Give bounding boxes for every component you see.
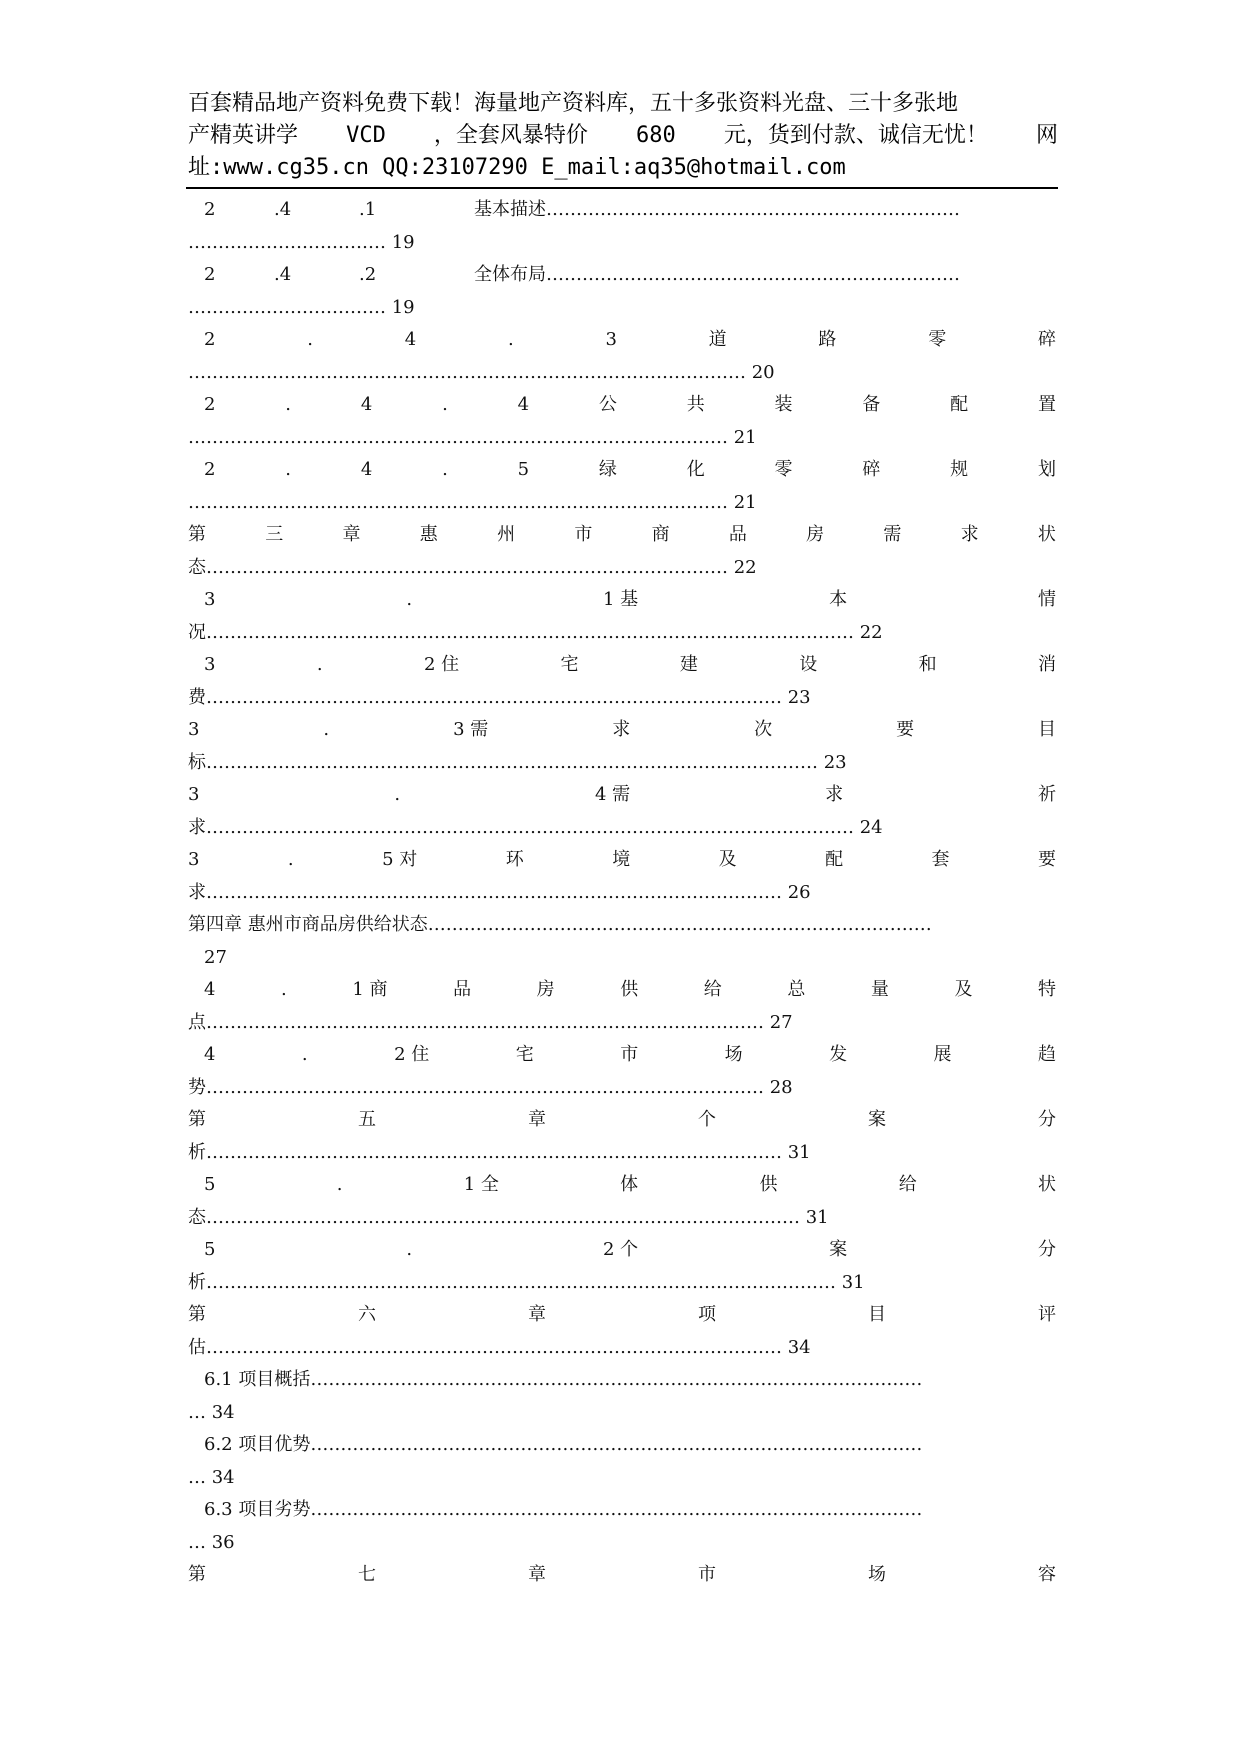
toc-entry-label: 第 三 章 惠 州 市 商 品 房 需 求 状 xyxy=(188,524,1056,545)
toc-entry-page-line xyxy=(188,487,1056,520)
toc-page-number: 34 xyxy=(211,1466,235,1488)
toc-page-number: 22 xyxy=(733,556,757,578)
toc-leader: …………………………………………………………………………………………… xyxy=(206,1271,836,1293)
toc-page-number: 23 xyxy=(823,751,847,773)
toc-entry-page-line: 况……………………………………………………………………………………………… 22 xyxy=(188,621,883,643)
toc-entry-label: 第 六 章 项 目 评 xyxy=(188,1304,1056,1325)
header-word: VCD xyxy=(346,123,386,148)
toc-entry-page-line: 态…………………………………………………………………………… 22 xyxy=(188,556,757,578)
toc-entry-label: 3 . 4 需 求 祈 xyxy=(188,784,1056,805)
toc-page-number: 26 xyxy=(787,881,811,903)
header-divider xyxy=(186,187,1058,189)
toc-leader: …………………………………………………………………………………… xyxy=(206,686,782,708)
toc-entry-page-line xyxy=(188,1462,1056,1495)
toc-entry-page-line: 点………………………………………………………………………………… 27 xyxy=(188,1011,793,1033)
toc-leader: ………………………………………………………………………… xyxy=(427,914,932,935)
toc-entry-label xyxy=(188,1494,1056,1527)
toc-leader: ……………………………………………………………………………… xyxy=(188,491,728,513)
toc-title: 全体布局 xyxy=(474,264,546,285)
header-word: 产精英讲学 xyxy=(188,123,299,148)
toc-page-number: 34 xyxy=(211,1401,235,1423)
header-word: ，全套风暴特价 xyxy=(433,123,588,148)
toc-leader: ………………………………………………………………………………… xyxy=(206,1011,764,1033)
toc-leader: ……………………………………………………………………………………… xyxy=(206,1206,800,1228)
table-of-contents xyxy=(188,194,1056,1592)
toc-leader: … xyxy=(188,1466,206,1488)
toc-entry-label: 4 . 2 住 宅 市 场 发 展 趋 xyxy=(204,1044,1056,1065)
toc-leader: … xyxy=(188,1401,206,1423)
toc-entry-label: 3 . 2 住 宅 建 设 和 消 xyxy=(204,654,1056,675)
toc-page-number: 31 xyxy=(805,1206,829,1228)
header-word: 网 xyxy=(1035,123,1058,148)
toc-entry-label: 2 . 4 . 5 绿 化 零 碎 规 划 xyxy=(204,459,1056,480)
toc-page-number: 24 xyxy=(859,816,883,838)
toc-title: 第四章 惠州市商品房供给状态 xyxy=(188,914,428,935)
toc-leader: ………………………………………………………………………………… xyxy=(206,1076,764,1098)
toc-leader: ………………………………………………………………………………………… xyxy=(206,751,818,773)
toc-leader: …………………………………………………………………………… xyxy=(206,556,728,578)
toc-entry-label: 3 . 5 对 环 境 及 配 套 要 xyxy=(188,849,1056,870)
toc-entry-page-line: 标………………………………………………………………………………………… 23 xyxy=(188,751,847,773)
toc-leader: …………………………………………………………………………………… xyxy=(206,881,782,903)
toc-leader: …………………………… xyxy=(188,231,386,253)
toc-entry-page-line xyxy=(188,1527,1056,1560)
toc-page-number: 19 xyxy=(391,296,415,318)
toc-leader: …………………………………………………………… xyxy=(546,264,960,285)
toc-entry-label: 3 . 3 需 求 次 要 目 xyxy=(188,719,1056,740)
toc-entry-page-line: 析…………………………………………………………………………………… 31 xyxy=(188,1141,811,1163)
toc-entry-page-line: 势………………………………………………………………………………… 28 xyxy=(188,1076,793,1098)
toc-page-number: 23 xyxy=(787,686,811,708)
toc-entry-label: 4 . 1 商 品 房 供 给 总 量 及 特 xyxy=(204,979,1056,1000)
toc-leader: ……………………………………………………………………………………………… xyxy=(206,816,854,838)
toc-leader: ………………………………………………………………………………………… xyxy=(310,1369,923,1390)
toc-leader: ……………………………………………………………………………… xyxy=(188,426,728,448)
toc-page-number: 21 xyxy=(733,426,757,448)
toc-leader: …………………………………………………………………………………… xyxy=(206,1336,782,1358)
toc-page-number: 27 xyxy=(204,946,227,968)
toc-entry-label xyxy=(188,1429,1056,1462)
toc-leader: … xyxy=(188,1531,206,1553)
header-word: 680 xyxy=(636,123,676,148)
toc-page-number: 31 xyxy=(787,1141,811,1163)
toc-entry-label: 3 . 1 基 本 情 xyxy=(204,589,1056,610)
toc-entry-label: 2 . 4 . 3 道 路 零 碎 xyxy=(204,329,1056,350)
toc-title: 6.2 项目优势 xyxy=(204,1434,311,1455)
toc-page-number: 19 xyxy=(391,231,415,253)
toc-entry-page-line: 求…………………………………………………………………………………… 26 xyxy=(188,881,811,903)
toc-page-number: 34 xyxy=(787,1336,811,1358)
toc-entry-page-line xyxy=(188,942,1056,975)
toc-title: 6.3 项目劣势 xyxy=(204,1499,311,1520)
toc-page-number: 20 xyxy=(751,361,775,383)
toc-title: 基本描述 xyxy=(474,199,546,220)
toc-entry-label xyxy=(188,1364,1056,1397)
toc-entry-page-line xyxy=(188,422,1056,455)
toc-page-number: 21 xyxy=(733,491,757,513)
toc-entry-page-line: 费…………………………………………………………………………………… 23 xyxy=(188,686,811,708)
toc-page-number: 28 xyxy=(769,1076,793,1098)
toc-leader: …………………………… xyxy=(188,296,386,318)
toc-leader: …………………………………………………………… xyxy=(546,199,960,220)
toc-entry-label: 5 . 1 全 体 供 给 状 xyxy=(204,1174,1056,1195)
page-header xyxy=(188,88,1058,184)
toc-leader: ………………………………………………………………………………………… xyxy=(310,1434,923,1455)
toc-page-number: 27 xyxy=(769,1011,793,1033)
header-line-2 xyxy=(188,120,1058,152)
toc-entry-label: 2 .4 .1 基本描述…………………………………………………………… xyxy=(204,199,960,220)
toc-entry-page-line xyxy=(188,227,1056,260)
toc-title: 6.1 项目概括 xyxy=(204,1369,311,1390)
toc-entry-label: 2 .4 .2 全体布局…………………………………………………………… xyxy=(204,264,960,285)
toc-page-number: 22 xyxy=(859,621,883,643)
toc-entry-page-line: 态……………………………………………………………………………………… 31 xyxy=(188,1206,829,1228)
toc-entry-page-line xyxy=(188,292,1056,325)
toc-entry-label: 2 . 4 . 4 公 共 装 备 配 置 xyxy=(204,394,1056,415)
toc-entry-page-line xyxy=(188,1397,1056,1430)
toc-leader: ………………………………………………………………………………………… xyxy=(310,1499,923,1520)
toc-entry-page-line xyxy=(188,357,1056,390)
toc-page-number: 36 xyxy=(211,1531,235,1553)
toc-entry-label: 5 . 2 个 案 分 xyxy=(204,1239,1056,1260)
toc-entry-label: 第 七 章 市 场 容 xyxy=(188,1564,1056,1585)
toc-entry-page-line: 析…………………………………………………………………………………………… 31 xyxy=(188,1271,865,1293)
toc-entry-page-line: 求……………………………………………………………………………………………… 24 xyxy=(188,816,883,838)
toc-page-number: 31 xyxy=(841,1271,865,1293)
header-line-1: 百套精品地产资料免费下载！海量地产资料库，五十多张资料光盘、三十多张地 xyxy=(188,91,959,116)
header-line-3: 址:www.cg35.cn QQ:23107290 E_mail:aq35@hotmail.com xyxy=(188,155,846,180)
toc-entry-label: 第 五 章 个 案 分 xyxy=(188,1109,1056,1130)
toc-entry-page-line: 估…………………………………………………………………………………… 34 xyxy=(188,1336,811,1358)
toc-leader: ………………………………………………………………………………… xyxy=(188,361,746,383)
toc-leader: ……………………………………………………………………………………………… xyxy=(206,621,854,643)
toc-leader: …………………………………………………………………………………… xyxy=(206,1141,782,1163)
header-word: 元，货到付款、诚信无忧！ xyxy=(723,123,988,148)
toc-entry-label xyxy=(188,909,1056,942)
